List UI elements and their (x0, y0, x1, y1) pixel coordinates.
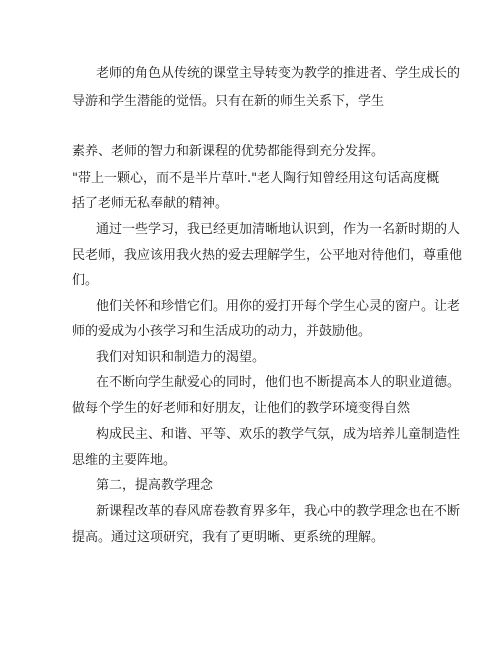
paragraph-line: 构成民主、和谐、平等、欢乐的教学气氛，成为培养儿童制造性 (96, 427, 461, 442)
paragraph-line: 做每个学生的好老师和好朋友，让他们的教学环境变得自然 (72, 401, 411, 416)
paragraph-line: 们。 (72, 273, 99, 288)
paragraph-line: 提高。通过这项研究，我有了更明晰、更系统的理解。 (72, 530, 385, 545)
paragraph-line: 通过一些学习，我已经更加清晰地认识到，作为一名新时期的人 (96, 222, 461, 237)
paragraph-line: 新课程改革的春风席卷教育界多年，我心中的教学理念也在不断 (96, 504, 461, 519)
paragraph-line: 在不断向学生献爱心的同时，他们也不断提高本人的职业道德。 (96, 375, 461, 390)
paragraph-line: 老师的角色从传统的课堂主导转变为教学的推进者、学生成长的 (96, 66, 461, 81)
section-heading: 第二，提高教学理念 (96, 478, 214, 493)
paragraph-line: 师的爱成为小孩学习和生活成功的动力，并鼓励他。 (72, 324, 372, 339)
paragraph-line: 思维的主要阵地。 (72, 453, 177, 468)
paragraph-line: 他们关怀和珍惜它们。用你的爱打开每个学生心灵的窗户。让老 (96, 299, 461, 314)
paragraph-line: 括了老师无私奉献的精神。 (72, 196, 229, 211)
paragraph-line: 民老师，我应该用我火热的爱去理解学生，公平地对待他们，尊重他 (72, 248, 463, 263)
paragraph-line: 导游和学生潜能的觉悟。只有在新的师生关系下，学生 (72, 94, 385, 109)
paragraph-line: 我们对知识和制造力的渴望。 (96, 350, 266, 365)
paragraph-line: 素养、老师的智力和新课程的优势都能得到充分发挥。 (72, 144, 385, 159)
paragraph-line: "带上一颗心，而不是半片草叶."老人陶行知曾经用这句话高度概 (72, 171, 440, 186)
